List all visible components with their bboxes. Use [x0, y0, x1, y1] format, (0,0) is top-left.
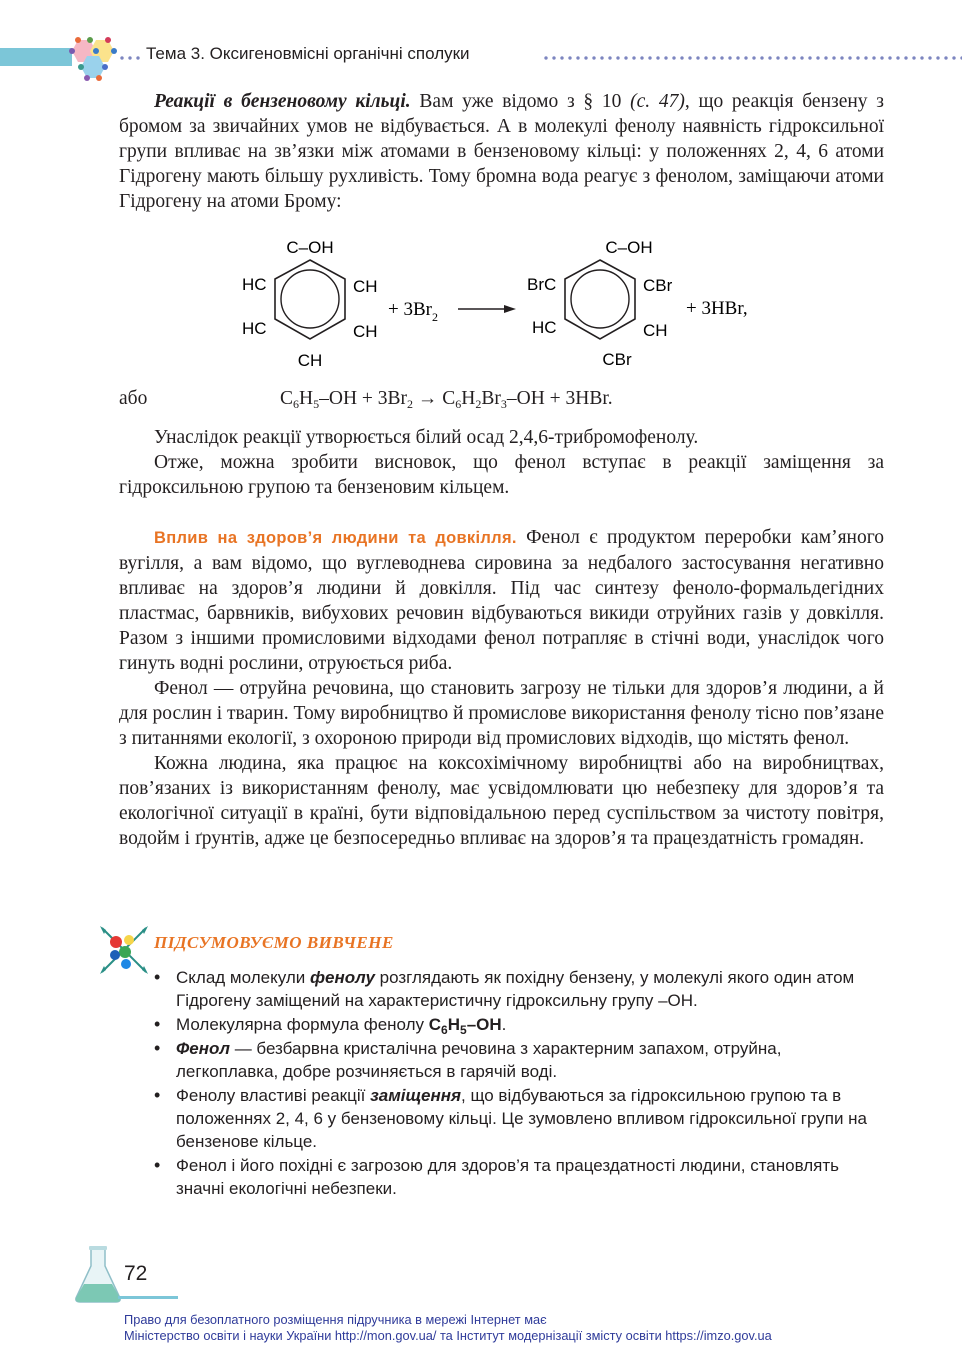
- summary-molecule-icon: [96, 922, 152, 978]
- summary-item: • Фенолу властиві реакції заміщення, що відбуваються за гідроксильною групою та в положеннях 2, 4, 6 у бензеновому кільці. Це зумовлено впливом гідроксильної групи на бензенове кільце.: [150, 1084, 885, 1153]
- footer-copyright-note: Право для безоплатного розміщення підручника в мережі Інтернет має Міністерство освіти і науки України http://mon.gov.ua/ та Інститут модернізації змісту освіти https://imzo.gov.ua: [124, 1312, 772, 1343]
- header-color-bar: [0, 48, 72, 66]
- flask-icon: [72, 1244, 124, 1304]
- header-title: Тема 3. Оксигеновмісні органічні сполуки: [146, 44, 470, 63]
- summary-item: • Фенол — безбарвна кристалічна речовина з характерним запахом, отруйна, легкоплавка, добре розчиняється в гарячій воді.: [150, 1037, 885, 1083]
- summary-title: ПІДСУМОВУЄМО ВИВЧЕНЕ: [154, 933, 394, 952]
- page-number: 72: [124, 1262, 148, 1285]
- product-ul-group: BrC: [527, 275, 557, 294]
- paragraph-precipitate: Унаслідок реакції утворюється білий осад 2,4,6-трибромофенолу.: [154, 427, 699, 448]
- phenol-bottom-group: CH: [297, 351, 323, 370]
- summary-item: • Склад молекули фенолу розглядають як похідну бензену, у молекулі якого один атом Гідрогену заміщений на характеристичну гідроксильну групу –OH.: [150, 966, 885, 1012]
- equation-label: або: [119, 388, 148, 409]
- section-heading-reactions: Реакції в бензеновому кільці.: [154, 91, 411, 112]
- reaction-arrow-icon: [458, 305, 516, 313]
- product-ur-group: CBr: [643, 276, 673, 295]
- bromination-reaction-scheme: [230, 228, 790, 378]
- page-reference: (с. 47): [630, 91, 685, 112]
- section-heading-health: Вплив на здоров’я людини та довкілля.: [154, 529, 517, 547]
- product-top-group: C–OH: [605, 238, 653, 257]
- product-hbr: + 3HBr,: [686, 298, 748, 319]
- tribromophenol-ring: [565, 260, 635, 339]
- footer-divider: [118, 1296, 178, 1299]
- header-dots: [542, 56, 962, 60]
- phenol-ur-group: CH: [353, 277, 378, 296]
- paragraph-toxicity: Фенол — отруйна речовина, що становить загрозу не тільки для здоров’я людини, а й для рослин і тварин. Тому виробництво й промислове використання фенолу тісно пов’язане з питаннями екології, з охороною природи від промислових відходів, що містять фенол.: [119, 678, 884, 749]
- header-dots-left: [118, 56, 144, 60]
- section-reactions-conclusion: [119, 425, 884, 500]
- summary-list: [150, 966, 885, 1201]
- product-bottom-group: CBr: [602, 350, 632, 369]
- phenol-ring: [275, 260, 345, 339]
- paragraph-responsibility: Кожна людина, яка працює на коксохімічному виробництві або на виробництвах, пов’язаних із використанням фенолу, має усвідомлювати цю небезпеку для здоров’я та екологічної ситуації в країні, бути відповідальною перед суспільством за чистоту повітря, водойм і ґрунтів, адже це безпосередньо впливає на здоров’я та працездатність громадян.: [119, 753, 884, 849]
- phenol-top-group: C–OH: [286, 238, 334, 257]
- phenol-formula: $C_6H_5-OH$: [428, 1015, 502, 1037]
- reagent-bromine: + $3Br_2$: [388, 299, 438, 324]
- phenol-ll-group: HC: [242, 319, 267, 338]
- molecule-logo-icon: [64, 28, 122, 84]
- summary-item: • Молекулярна формула фенолу $C_6H_5-OH$.: [150, 1013, 885, 1036]
- phenol-ul-group: HC: [242, 275, 267, 294]
- paragraph-conclusion: Отже, можна зробити висновок, що фенол вступає в реакції заміщення за гідроксильною групою та бензеновим кільцем.: [119, 452, 884, 498]
- product-ll-group: HC: [532, 318, 557, 337]
- product-lr-group: CH: [643, 321, 668, 340]
- phenol-lr-group: CH: [353, 322, 378, 341]
- molecular-equation: $C_6H_5-OH + 3Br_2 \to C_6H_2Br_3-OH + 3HBr$.: [280, 388, 613, 411]
- section-health-text: Вплив на здоров’я людини та довкілля. Фенол є продуктом переробки кам’яного вугілля, а вам відомо, що вуглеводнева сировина за недбалого застосування негативно впливає на здоров’я людини й довкілля. Під час синтезу феноло-формальдегідних пластмас, барвників, вибухових речовин відбуваються викиди отруйних газів у довкілля. Разом з іншими промисловими відходами фенол потрапляє в стічні води, унаслідок чого гинуть водні рослини, отруюється риба. Фенол — отруйна речовина, що становить загрозу не тільки для здоров’я людини, а й для рослин і тварин. Тому виробництво й промислове використання фенолу тісно пов’язане з питаннями екології, з охороною природи від промислових відходів, що містять фенол. Кожна людина, яка працює на коксохімічному виробництві або на виробництвах, пов’язаних із використанням фенолу, має усвідомлювати цю небезпеку для здоров’я та екологічної ситуації в країні, бути відповідальною перед суспільством за чистоту повітря, водойм і ґрунтів, адже це безпосередньо впливає на здоров’я та працездатність громадян.: [119, 527, 884, 849]
- summary-item: • Фенол і його похідні є загрозою для здоров’я та працездатності людини, становлять значні екологічні небезпеки.: [150, 1154, 885, 1200]
- section-reactions-text: Реакції в бензеновому кільці. Вам уже відомо з § 10 (с. 47), що реакція бензену з бромом за звичайних умов не відбувається. А в молекулі фенолу наявність гідроксильної групи впливає на зв’язки між атомами в бензеновому кільці: у положеннях 2, 4, 6 атоми Гідрогену мають більшу рухливість. Тому бромна вода реагує з фенолом, заміщаючи атоми Гідрогену на атоми Брому:: [119, 91, 884, 212]
